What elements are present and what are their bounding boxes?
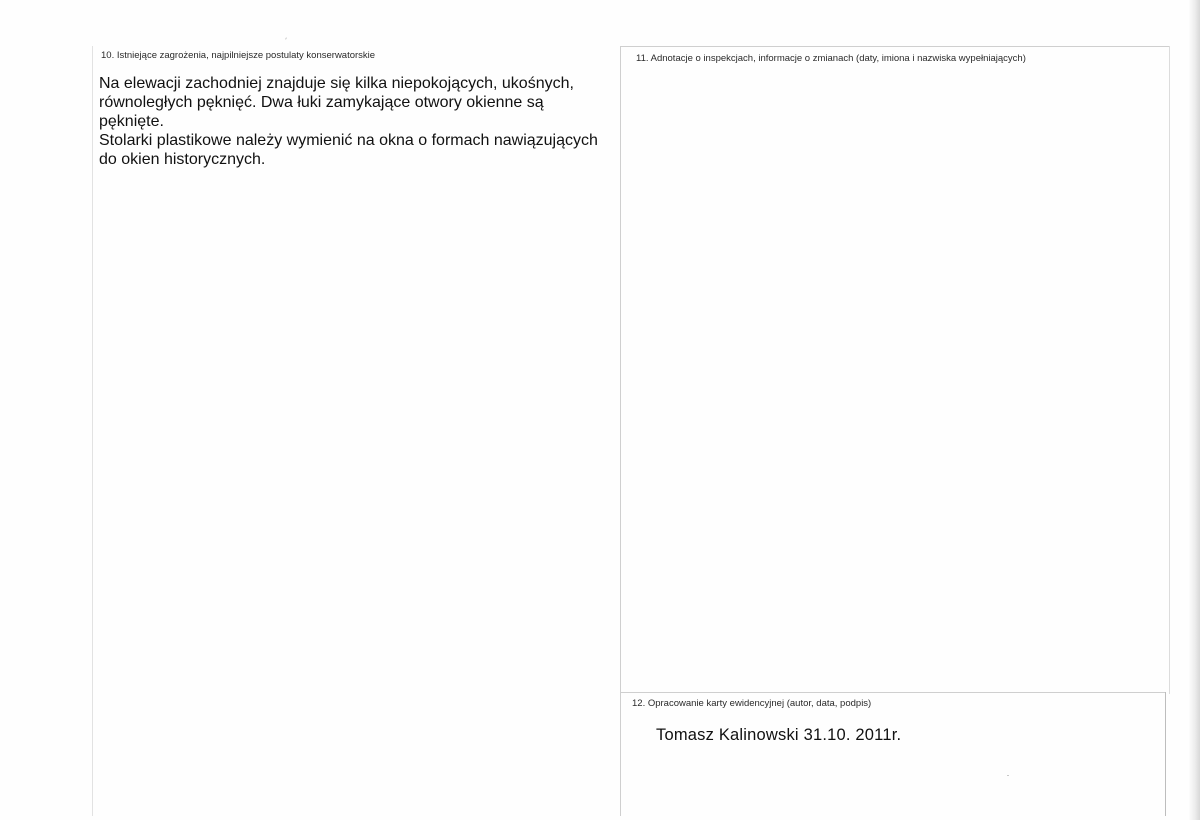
text-line: Stolarki plastikowe należy wymienić na okna o formach nawiązujących	[99, 132, 598, 149]
center-divider	[620, 46, 621, 816]
section-12-top-border	[621, 692, 1166, 693]
right-border	[1169, 46, 1170, 694]
top-border-right-section	[621, 46, 1170, 47]
scan-edge-shadow	[1188, 0, 1200, 820]
text-line: Na elewacji zachodniej znajduje się kilka niepokojących, ukośnych,	[99, 75, 574, 92]
section-12-right-border	[1165, 692, 1166, 816]
scan-speck	[285, 37, 287, 39]
section-10-label: 10. Istniejące zagrożenia, najpilniejsze postulaty konserwatorskie	[101, 50, 376, 61]
scan-speck	[1007, 775, 1009, 776]
text-line: pęknięte.	[99, 113, 164, 130]
text-line: do okien historycznych.	[99, 151, 266, 168]
text-line: równoległych pęknięć. Dwa łuki zamykające otwory okienne są	[99, 94, 544, 111]
left-border	[92, 46, 93, 816]
section-12-label: 12. Opracowanie karty ewidencyjnej (autor, data, podpis)	[632, 698, 872, 709]
author-signature: Tomasz Kalinowski 31.10. 2011r.	[656, 726, 902, 744]
section-11-label: 11. Adnotacje o inspekcjach, informacje o zmianach (daty, imiona i nazwiska wypełniających)	[636, 53, 1026, 64]
section-10-text	[99, 74, 598, 169]
